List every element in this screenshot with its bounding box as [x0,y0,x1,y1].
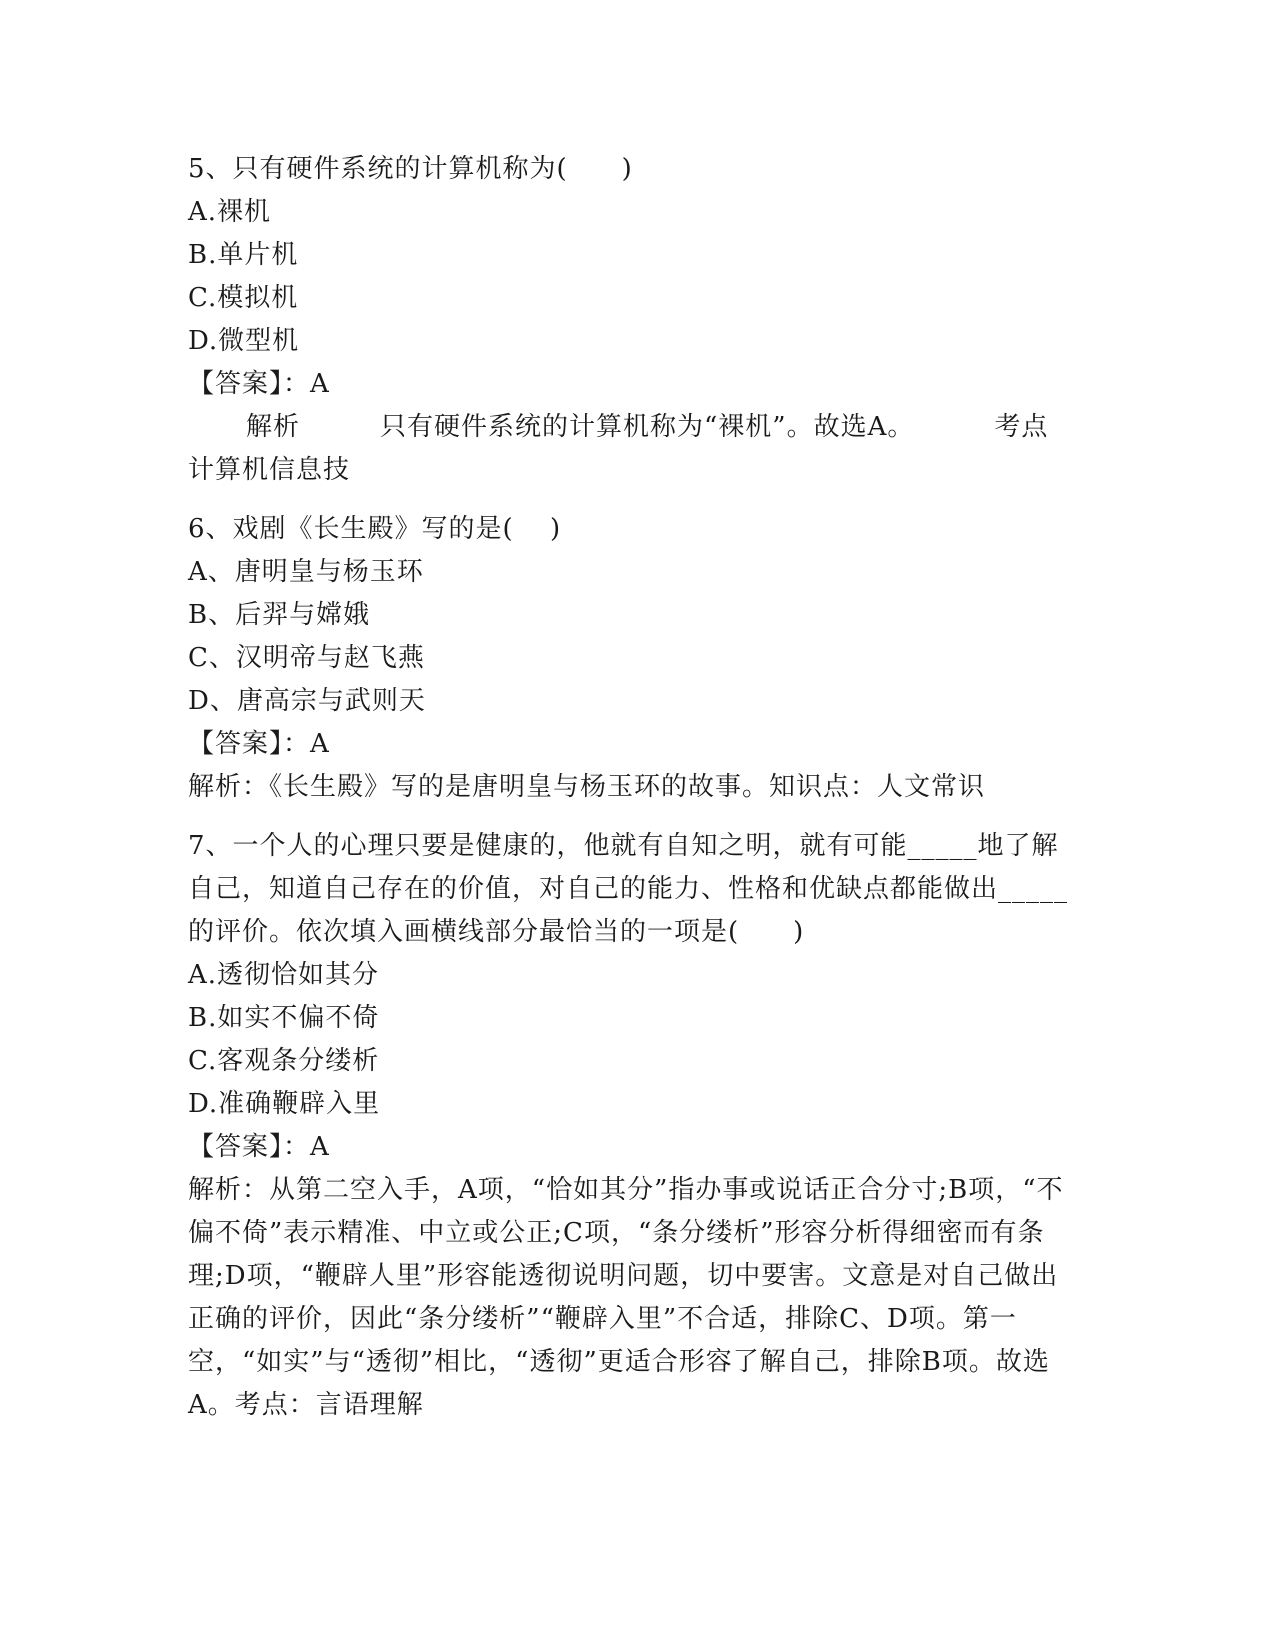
option-a: A、唐明皇与杨玉环 [188,557,424,587]
question-stem: 6、戏剧《长生殿》写的是( ) [188,514,562,544]
answer: 【答案】：A [188,369,330,399]
point-label: 考点 [994,412,1049,442]
option-b: B.如实不偏不倚 [188,1003,380,1033]
analysis-line [188,406,1088,449]
question-5 [188,148,1088,492]
question-6 [188,508,1088,809]
question-7 [188,825,1088,1427]
option-a: A.裸机 [188,197,272,227]
question-stem: 7、一个人的心理只要是健康的，他就有自知之明，就有可能_____地了解自己，知道自己存在的价值，对自己的能力、性格和优缺点都能做出_____的评价。依次填入画横线部分最恰当的一项是( ) [188,831,1069,947]
answer: 【答案】：A [188,729,330,759]
option-a: A.透彻恰如其分 [188,960,380,990]
option-c: C.客观条分缕析 [188,1046,380,1076]
analysis: 解析：从第二空入手，A项，“恰如其分”指办事或说话正合分寸;B项，“不偏不倚”表示精准、中立或公正;C项，“条分缕析”形容分析得细密而有条理;D项，“鞭辟人里”形容能透彻说明问题，切中要害。文意是对自己做出正确的评价，因此“条分缕析”“鞭辟入里”不合适，排除C、D项。第一空，“如实”与“透彻”相比，“透彻”更适合形容了解自己，排除B项。故选A。考点：言语理解 [188,1175,1064,1420]
question-stem: 5、只有硬件系统的计算机称为( ) [188,154,633,184]
analysis-text: 只有硬件系统的计算机称为“裸机”。故选A。 [380,412,915,442]
analysis: 解析：《长生殿》写的是唐明皇与杨玉环的故事。知识点：人文常识 [188,772,986,802]
analysis-label: 解析 [246,412,301,442]
option-b: B、后羿与嫦娥 [188,600,371,630]
option-c: C、汉明帝与赵飞燕 [188,643,425,673]
option-c: C.模拟机 [188,283,299,313]
option-d: D、唐高宗与武则天 [188,686,426,716]
document-page [188,148,1088,1427]
option-b: B.单片机 [188,240,299,270]
option-d: D.准确鞭辟入里 [188,1089,381,1119]
point-text: 计算机信息技 [188,455,351,485]
option-d: D.微型机 [188,326,300,356]
answer: 【答案】：A [188,1132,330,1162]
